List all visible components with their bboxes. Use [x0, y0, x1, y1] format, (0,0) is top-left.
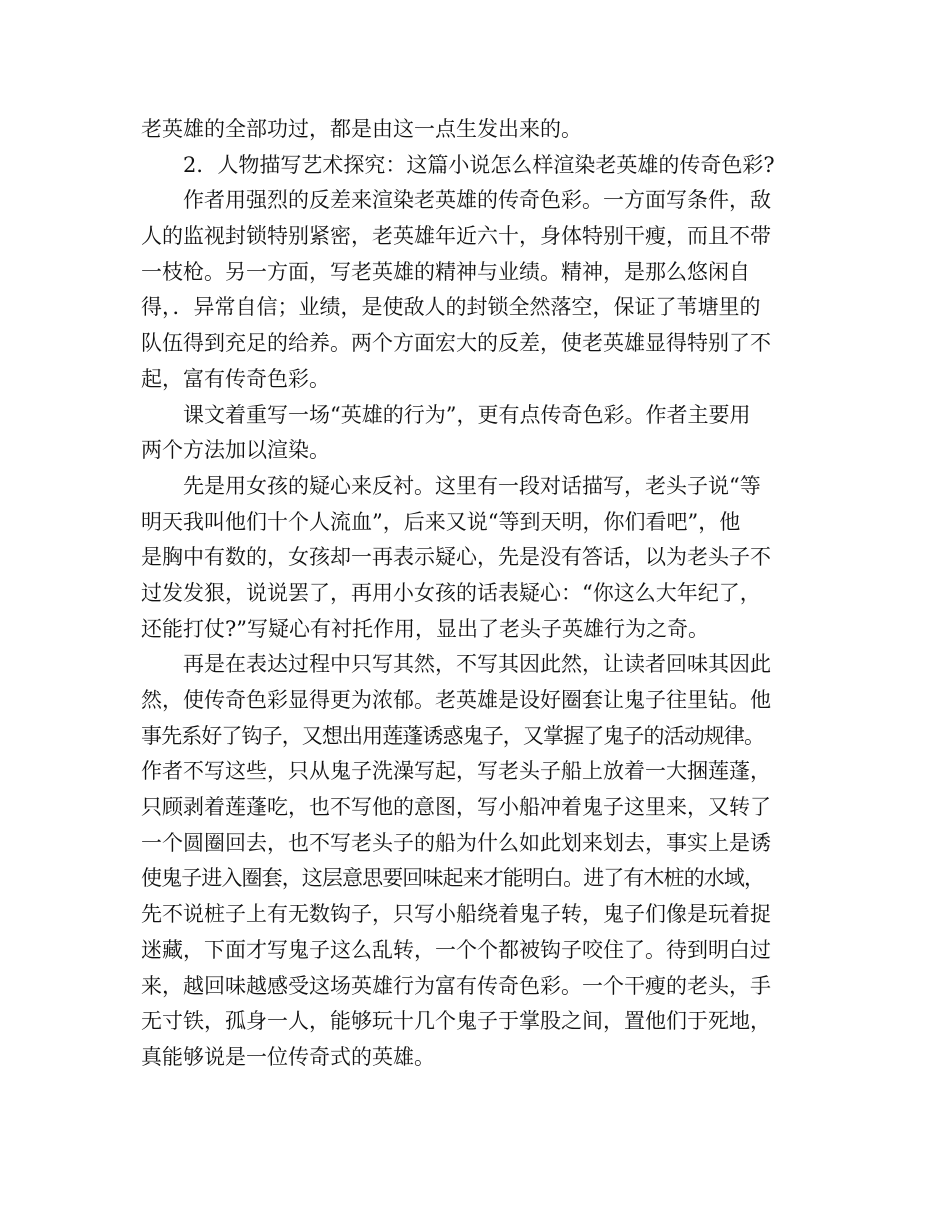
- text-line: 迷藏，下面才写鬼子这么乱转，一个个都被钩子咬住了。待到明白过: [141, 937, 771, 962]
- text-line: 然，使传奇色彩显得更为浓郁。老英雄是设好圈套让鬼子往里钻。他: [141, 688, 771, 712]
- text-line: 只顾剥着莲蓬吃，也不写他的意图，写小船冲着鬼子这里来，又转了: [141, 795, 771, 820]
- text-line: 得，．异常自信；业绩，是使敌人的封锁全然落空，保证了苇塘里的: [141, 295, 761, 320]
- text-line: 一枝枪。另一方面，写老英雄的精神与业绩。精神，是那么悠闲自: [141, 259, 750, 284]
- text-line: 课文着重写一场“英雄的行为”，更有点传奇色彩。作者主要用: [183, 402, 751, 427]
- text-line: 过发发狠，说说罢了，再用小女孩的话表疑心：“你这么大年纪了，: [141, 580, 761, 605]
- text-line: 队伍得到充足的给养。两个方面宏大的反差，使老英雄显得特别了不: [141, 331, 771, 356]
- text-line: 真能够说是一位传奇式的英雄。: [141, 1044, 435, 1069]
- text-line: 无寸铁，孤身一人，能够玩十几个鬼子于掌股之间，置他们于死地，: [141, 1009, 771, 1034]
- text-line: 作者用强烈的反差来渲染老英雄的传奇色彩。一方面写条件，敌: [183, 188, 771, 213]
- text-line: 老英雄的全部功过，都是由这一点生发出来的。: [141, 117, 582, 141]
- text-line: 人的监视封锁特别紧密，老英雄年近六十，身体特别干瘦，而且不带: [141, 224, 771, 249]
- text-line: 一个圆圈回去，也不写老头子的船为什么如此划来划去，事实上是诱: [141, 830, 771, 855]
- text-line: 作者不写这些，只从鬼子洗澡写起，写老头子船上放着一大捆莲蓬，: [141, 759, 771, 784]
- text-line: 使鬼子进入圈套，这层意思要回味起来才能明白。进了有木桩的水域，: [141, 866, 765, 891]
- text-line: 先不说桩子上有无数钩子，只写小船绕着鬼子转，鬼子们像是玩着捉: [141, 902, 771, 927]
- question-heading: 2．人物描写艺术探究：这篇小说怎么样渲染老英雄的传奇色彩?: [183, 152, 775, 177]
- document-body: [141, 112, 831, 1076]
- text-line: 来，越回味越感受这场英雄行为富有传奇色彩。一个干瘦的老头，手: [141, 973, 771, 998]
- text-line: 明天我叫他们十个人流血”，后来又说“等到天明，你们看吧”，他: [141, 509, 741, 534]
- text-line: 是胸中有数的，女孩却一再表示疑心，先是没有答话，以为老头子不: [141, 545, 771, 570]
- text-line: 两个方法加以渲染。: [141, 438, 330, 463]
- text-line: 起，富有传奇色彩。: [141, 366, 330, 391]
- text-line: 事先系好了钩子，又想出用莲蓬诱惑鬼子，又掌握了鬼子的活动规律。: [141, 723, 765, 748]
- text-line: 还能打仗?”写疑心有衬托作用，显出了老头子英雄行为之奇。: [141, 616, 709, 641]
- text-line: 先是用女孩的疑心来反衬。这里有一段对话描写，老头子说“等: [183, 473, 761, 498]
- text-line: 再是在表达过程中只写其然，不写其因此然，让读者回味其因此: [183, 652, 771, 677]
